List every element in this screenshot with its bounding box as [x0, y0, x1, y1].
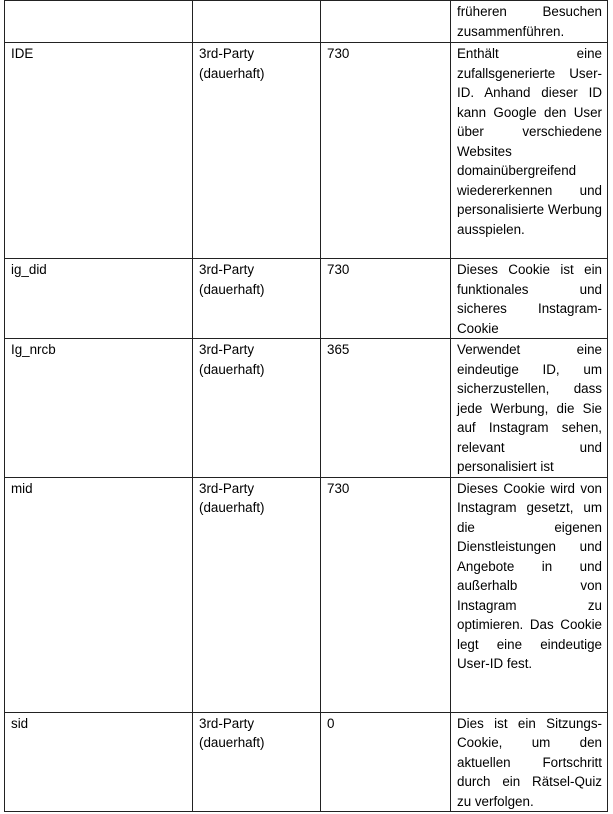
cookie-name: sid — [5, 712, 193, 812]
table-row — [5, 1, 608, 43]
cookie-description: früheren Besuchen zusammenführen. — [451, 1, 608, 43]
cookie-type: 3rd-Party (dauerhaft) — [193, 43, 321, 259]
cookie-name: ig_did — [5, 259, 193, 339]
cookie-name: Ig_nrcb — [5, 339, 193, 478]
cookie-type: 3rd-Party (dauerhaft) — [193, 477, 321, 712]
cookie-duration: 730 — [321, 43, 451, 259]
cookie-description: Verwendet eine eindeutige ID, um sicherzustellen, dass jede Werbung, die Sie auf Instagram sehen, relevant und personalisiert ist — [451, 339, 608, 478]
cookie-duration: 730 — [321, 259, 451, 339]
cookie-duration: 365 — [321, 339, 451, 478]
table-row — [5, 259, 608, 339]
table-row — [5, 477, 608, 712]
cookie-type: 3rd-Party (dauerhaft) — [193, 259, 321, 339]
table-row — [5, 43, 608, 259]
table-row — [5, 339, 608, 478]
cookie-table — [4, 0, 608, 812]
cookie-description: Dieses Cookie wird von Instagram gesetzt, um die eigenen Dienstleistungen und Angebote in und außerhalb von Instagram zu optimieren. Das Cookie legt eine eindeutige User-ID fest. — [451, 477, 608, 712]
cookie-name: mid — [5, 477, 193, 712]
cookie-type: 3rd-Party (dauerhaft) — [193, 712, 321, 812]
cookie-duration: 0 — [321, 712, 451, 812]
cookie-description: Dies ist ein Sitzungs-Cookie, um den aktuellen Fortschritt durch ein Rätsel-Quiz zu verfolgen. — [451, 712, 608, 812]
cookie-name — [5, 1, 193, 43]
cookie-duration — [321, 1, 451, 43]
cookie-name: IDE — [5, 43, 193, 259]
cookie-description: Dieses Cookie ist ein funktionales und sicheres Instagram-Cookie — [451, 259, 608, 339]
cookie-type: 3rd-Party (dauerhaft) — [193, 339, 321, 478]
cookie-duration: 730 — [321, 477, 451, 712]
table-row — [5, 712, 608, 812]
cookie-description: Enthält eine zufallsgenerierte User-ID. Anhand dieser ID kann Google den User über verschiedene Websites domainübergreifend wiedererkennen und personalisierte Werbung ausspielen. — [451, 43, 608, 259]
cookie-type — [193, 1, 321, 43]
